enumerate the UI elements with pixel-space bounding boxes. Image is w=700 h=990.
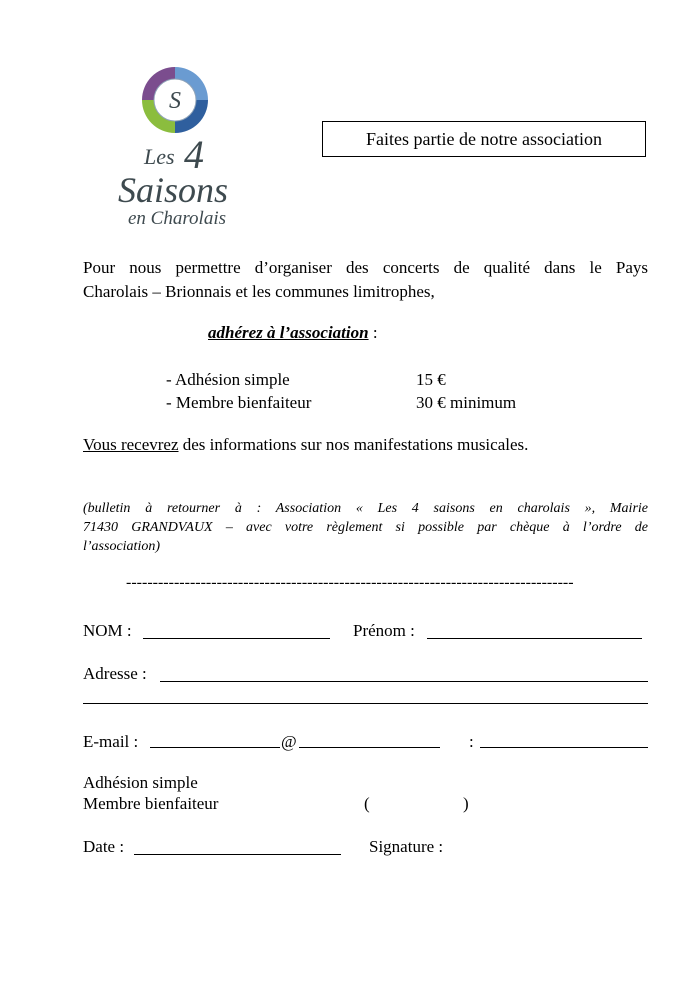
amount-field[interactable] (374, 793, 462, 815)
svg-text:4: 4 (184, 132, 204, 177)
svg-text:Les: Les (144, 144, 175, 169)
nom-label: NOM : (83, 621, 132, 640)
header-title-box (322, 121, 646, 157)
amount-paren-close: ) (463, 794, 469, 813)
pricing-price-1: 15 € (416, 370, 446, 389)
svg-text:S: S (169, 88, 181, 114)
intro-line-2: Charolais – Brionnais et les communes limitrophes, (83, 282, 435, 301)
amount-paren-open: ( (364, 794, 370, 813)
email-domain-field[interactable] (299, 747, 440, 748)
adresse-label: Adresse : (83, 664, 147, 683)
note-line-1: (bulletin à retourner à : Association « Les 4 saisons en charolais », Mairie (83, 501, 648, 516)
svg-text:Saisons: Saisons (118, 170, 229, 210)
note-line-2: 71430 GRANDVAUX – avec votre règlement si possible par chèque à l’ordre de (83, 520, 648, 535)
signature-label: Signature : (369, 837, 444, 856)
email-label: E-mail : (83, 732, 139, 751)
svg-text:en Charolais: en Charolais (128, 208, 226, 229)
prenom-field[interactable] (427, 638, 642, 639)
association-logo (100, 62, 250, 232)
header-title: Faites partie de notre association (366, 128, 602, 149)
date-field[interactable] (134, 854, 341, 855)
option-adhesion-simple[interactable]: Adhésion simple (83, 773, 198, 792)
cta-line (208, 322, 378, 344)
intro-line-1: Pour nous permettre d’organiser des concerts de qualité dans le Pays (83, 258, 648, 277)
adresse-field-line-2[interactable] (83, 703, 648, 704)
date-label: Date : (83, 837, 125, 856)
cta-text: adhérez à l’association (208, 323, 369, 342)
signature-area[interactable] (455, 832, 645, 860)
email-at-sign: @ (281, 732, 297, 751)
info-underlined: Vous recevrez (83, 435, 179, 454)
cta-suffix: : (368, 323, 378, 342)
cut-separator: ------------------------------------------------------------------------------------ (126, 574, 574, 591)
info-rest: des informations sur nos manifestations musicales. (178, 435, 529, 454)
nom-field[interactable] (143, 638, 330, 639)
option-membre-bienfaiteur[interactable]: Membre bienfaiteur (83, 794, 219, 813)
pricing-label-1: - Adhésion simple (166, 370, 290, 389)
prenom-label: Prénom : (353, 621, 415, 640)
email-user-field[interactable] (150, 747, 280, 748)
pricing-label-2: - Membre bienfaiteur (166, 393, 312, 412)
colon-label: : (469, 732, 474, 751)
note-line-3: l’association) (83, 539, 160, 554)
adresse-field-line-1[interactable] (160, 681, 648, 682)
info-line (83, 434, 528, 456)
seasons-ring-logo (100, 62, 250, 232)
pricing-price-2: 30 € minimum (416, 393, 517, 412)
phone-field[interactable] (480, 747, 648, 748)
